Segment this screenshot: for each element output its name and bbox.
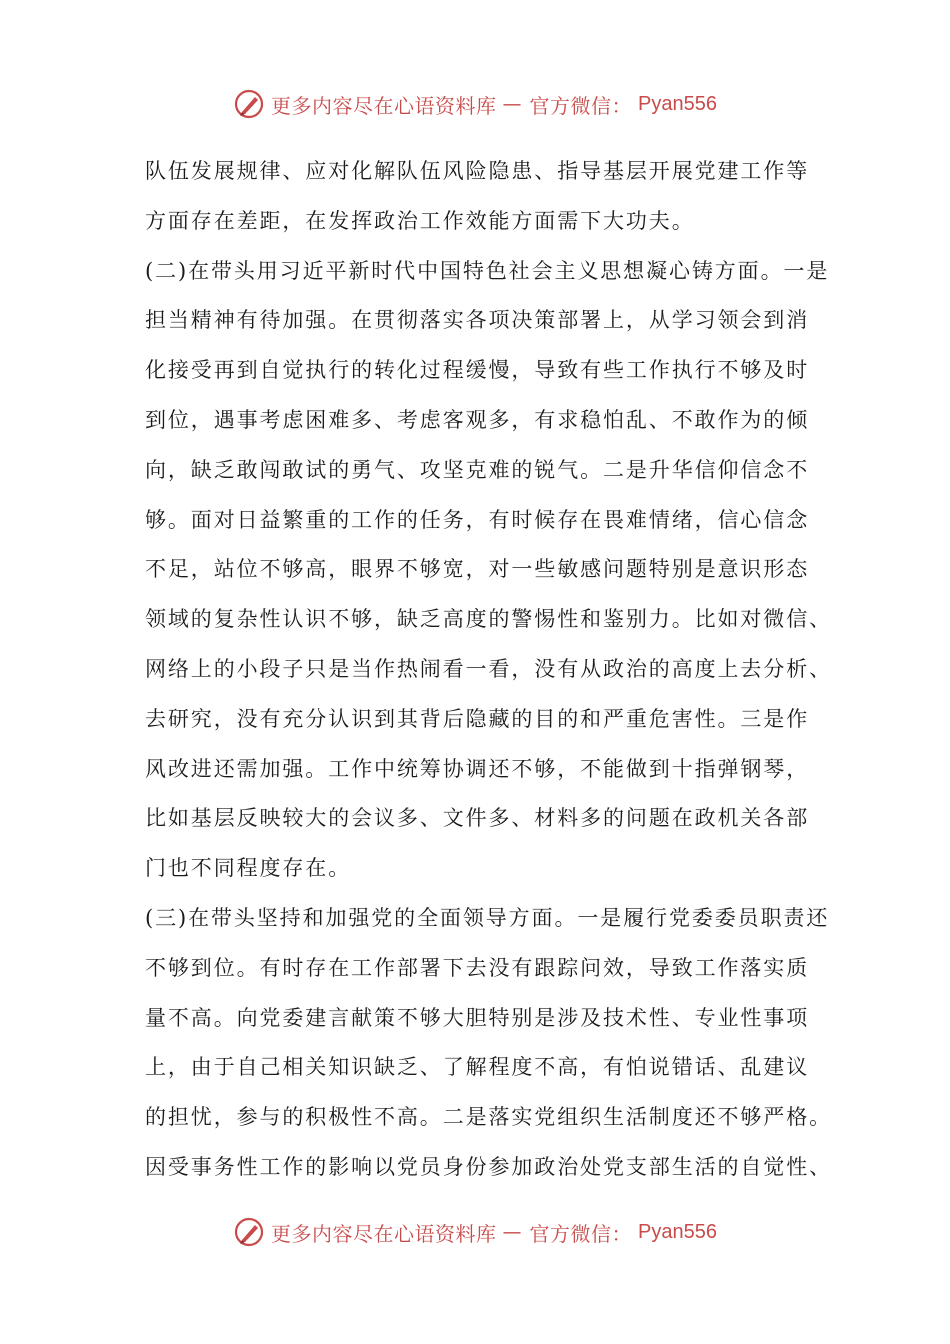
body-line: 上，由于自己相关知识缺乏、了解程度不高，有怕说错话、乱建议 (145, 1055, 810, 1080)
body-line: 风改进还需加强。工作中统筹协调还不够，不能做到十指弹钢琴， (145, 756, 810, 781)
document-body (145, 147, 835, 1193)
footer-contact-id: Pyan556 (638, 1220, 717, 1243)
header-separator: — (502, 93, 524, 115)
body-line: 方面存在差距，在发挥政治工作效能方面需下大功夫。 (145, 208, 695, 233)
pen-logo-icon (233, 88, 265, 120)
body-line: 向，缺乏敢闯敢试的勇气、攻坚克难的锐气。二是升华信仰信念不 (145, 457, 810, 482)
header-contact-id: Pyan556 (638, 92, 717, 115)
footer-site-text: 更多内容尽在心语资料库 (271, 1221, 497, 1246)
pen-logo-icon (233, 1216, 265, 1248)
section-heading-line: (二)在带头用习近平新时代中国特色社会主义思想凝心铸方面。一是 (145, 258, 830, 283)
body-line: 网络上的小段子只是当作热闹看一看，没有从政治的高度上去分析、 (145, 656, 832, 681)
section-heading-line: (三)在带头坚持和加强党的全面领导方面。一是履行党委委员职责还 (145, 905, 830, 930)
body-line: 的担忧，参与的积极性不高。二是落实党组织生活制度还不够严格。 (145, 1105, 832, 1130)
body-line: 领域的复杂性认识不够，缺乏高度的警惕性和鉴别力。比如对微信、 (145, 607, 832, 632)
body-line: 因受事务性工作的影响以党员身份参加政治处党支部生活的自觉性、 (145, 1154, 832, 1179)
header-watermark (0, 84, 950, 124)
body-line: 化接受再到自觉执行的转化过程缓慢，导致有些工作执行不够及时 (145, 358, 810, 383)
body-line: 队伍发展规律、应对化解队伍风险隐患、指导基层开展党建工作等 (145, 159, 810, 183)
body-line: 到位，遇事考虑困难多、考虑客观多，有求稳怕乱、不敢作为的倾 (145, 407, 810, 432)
footer-separator: — (502, 1221, 524, 1243)
footer-watermark (0, 1212, 950, 1252)
header-contact-label: 官方微信： (529, 93, 633, 118)
body-line: 去研究，没有充分认识到其背后隐藏的目的和严重危害性。三是作 (145, 706, 810, 731)
footer-contact-label: 官方微信： (529, 1221, 633, 1246)
body-line: 担当精神有待加强。在贯彻落实各项决策部署上，从学习领会到消 (145, 308, 810, 333)
body-line: 门也不同程度存在。 (145, 856, 352, 881)
body-line: 不够到位。有时存在工作部署下去没有跟踪问效，导致工作落实质 (145, 955, 810, 980)
body-line: 够。面对日益繁重的工作的任务，有时候存在畏难情绪，信心信念 (145, 507, 810, 532)
body-line: 比如基层反映较大的会议多、文件多、材料多的问题在政机关各部 (145, 806, 810, 831)
header-site-text: 更多内容尽在心语资料库 (271, 93, 497, 118)
body-line: 量不高。向党委建言献策不够大胆特别是涉及技术性、专业性事项 (145, 1005, 810, 1030)
body-line: 不足，站位不够高，眼界不够宽，对一些敏感问题特别是意识形态 (145, 557, 810, 582)
